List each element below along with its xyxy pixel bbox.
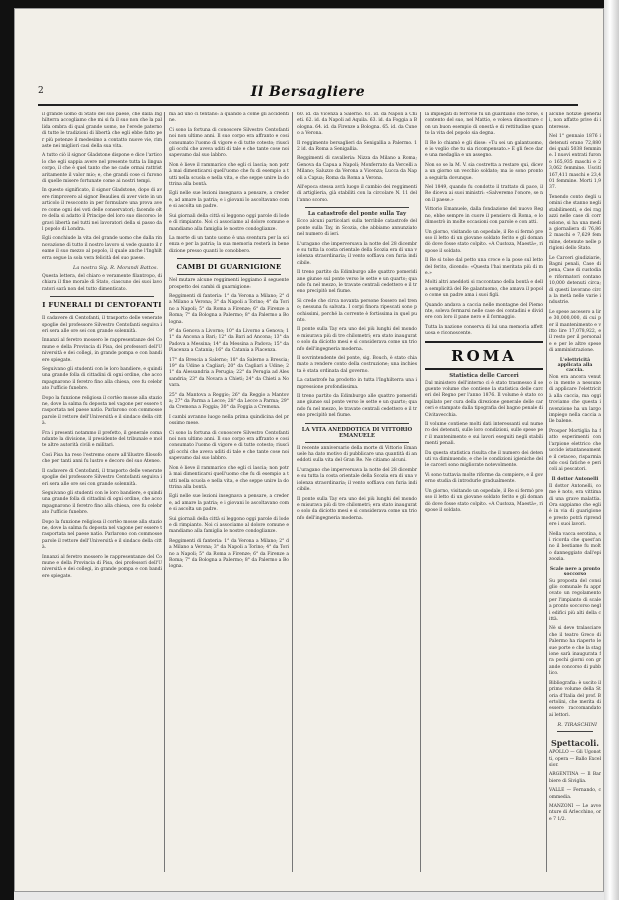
page-edge (604, 0, 619, 900)
article-paragraph: L'uragano che imperversava la notte del 28 dicembre su tutta la costa orientale della Scozia era di una violenza straordinaria; il vento soffiava con furia indicibile. (297, 241, 417, 266)
article-paragraph: alcune notizie generali, non affatto prive di interesse. (549, 112, 601, 130)
article-paragraph: L'uragano che imperversava la notte del 28 dicembre su tutta la costa orientale della Scozia era di una violenza straordinaria; il vento soffiava con furia indicibile. (297, 467, 417, 493)
column-1 (42, 112, 162, 872)
article-paragraph: Il recente anniversario della morte di Vittorio Emanuele ha dato motivo di pubblicare una quantità di aneddoti sulla vita del Gran Re. Ne citiamo alcuni. (297, 445, 417, 464)
article-paragraph: Dal ministero dell'interno ci è stato trasmesso il seguente volume che contiene la statistica delle carceri del Regno per l'anno 1876. Il volume è stato compilato per cura della direzione generale delle carceri e stampato dalla tipografia del bagno penale di Civitavecchia. (425, 380, 543, 418)
article-paragraph: A tutto ciò il signor Gladstone dispone e dice l'articolo che egli sappia avere nel presente tutta la lingua corpo, il che è quel tanto che ne cade ormai rattristaritamente il valor mio; e, che grandi cose ci furono di quelle misere fortunate come ai nostri tempi. (42, 153, 162, 185)
article-paragraph: Reggimenti di fanteria: 1° da Verona a Milano; 2° da Milano a Verona; 3° da Napoli a Torino; 4° da Torino a Napoli; 5° da Roma a Firenze; 6° da Firenze a Roma; 7° da Bologna a Palermo; 8° da Palermo a Bologna. (169, 293, 289, 325)
article-paragraph: Bibliografia: è uscito il primo volume della Storia d'Italia del prof. Bertolini, che merita di essere raccomandato ai lettori. (549, 680, 601, 718)
article-paragraph: La morte di un tanto uomo è una sventura per la scienza e per la patria; la sua memoria resterà in benedizione presso quanti lo conobbero. (169, 235, 289, 254)
article-paragraph: Ecco alcuni particolari sulla terribile catastrofe del ponte sulla Tay, in Scozia, che abbiamo annunziato nel numero di ieri. (297, 219, 417, 238)
article-paragraph: Il reggimento bersaglieri da Senigallia a Palermo. 12 id. da Roma a Senigallia. (297, 140, 417, 153)
article-paragraph: Ci sono la fortuna di conoscere Silvestro Centofanti noi non ultimo anni. Il suo corpo era affranto e cosi consumato l'uomo di vigore e di tutte cotesto; riuscì gli occhi che aveva uditi di tale e che tante cose noi sapevamo dal suo labbro. (169, 127, 289, 159)
article-paragraph: Nel 1849, quando fu condotto il trattato di pace, il Re diceva ai suoi ministri: «Salveremo l'onore, se non il paese.» (425, 185, 543, 203)
subheading-statistica-carceri: Statistica delle Carceri (449, 372, 519, 379)
theatre-listing: MANZONI — Le avventure di Arlecchino, ore 7 1/2. (549, 803, 601, 822)
article-paragraph: Il sovrintendente del ponte, sig. Bouch, è stato chiamato a rendere conto della costruzione; una inchiesta è stata ordinata dal governo. (297, 356, 417, 374)
theatre-listing: APOLLO — Gli Ugonotti, opera — Ballo Excelsior. (549, 750, 601, 768)
article-paragraph: Egli nelle sue lezioni insegnava a pensare, a credere, ad amare la patria; e i giovani lo ascoltavano come si ascolta un padre. (169, 191, 289, 210)
article-paragraph: Non era ancora venuto in mente a nessuno di applicare l'elettricità alla caccia, ma oggi troviamo che questa invenzione ha un largo impiego nella caccia alle balene. (549, 374, 601, 425)
article-paragraph: 17° da Brescia a Salerno; 18° da Salerno a Brescia; 19° da Udine a Cagliari; 20° da Cagliari a Udine; 21° da Alessandria a Perugia; 22° da Perugia ad Alessandria; 23° da Novara a Chieti; 24° da Chieti a Novara. (169, 357, 289, 389)
section-divider (425, 341, 543, 343)
page-number: 2 (38, 86, 44, 96)
article-paragraph: Il dottor Antonelli, come è noto, era vittima di una grave malattia. Ora sappiamo che egli è in via di guarigione e presto potrà riprendere i suoi lavori. (549, 483, 601, 528)
theatre-listing: ARGENTINA — Il Barbiere di Siviglia. (549, 772, 601, 784)
article-paragraph: Vittorio Emanuele, dalla fondazione del nuovo Regno, ebbe sempre in cuore il pensiero di Roma, e lo dimostrò in molte occasioni con parole e con atti. (425, 207, 543, 226)
article-paragraph: All'epoca stessa avrà luogo il cambio dei reggimenti di artiglieria, già stabiliti con la circolare N. 11 dell'anno scorso. (297, 185, 417, 203)
article-paragraph: Prosper Mortiglia ha fatto esperimenti con l'arpione elettrico che uccide istantaneamente il cetaceo, risparmiando così fatiche e pericoli ai pescatori. (549, 428, 601, 473)
article-paragraph: Dopo la funzione religiosa il cortèo mosse alla stazione, dove la salma fu deposta nel vagone per essere trasportata nel paese natìo. Parlarono con commosse parole il rettore dell'Università e il sindaco della città. (42, 395, 162, 427)
column-4 (425, 112, 543, 872)
article-paragraph: Non so se la M. V. sia costretta a restare qui, diceva un giorno un vecchio soldato; ma io sono pronto a seguirla dovunque. (425, 162, 543, 181)
article-paragraph: Seguivano gli studenti con le loro bandiere, e quindi una grande folla di cittadini di ogni ordine, che accompagnarono il feretro fino alla chiesa, ove fu celebrato l'ufficio funebre. (42, 367, 162, 392)
section-heading-scale: Scale nere a pronto soccorso (549, 566, 601, 577)
section-divider (305, 423, 409, 424)
article-paragraph: Nè si deve tralasciare che il teatro Greco di Palermo ha riaperto le sue porte e che la stagione sarà inaugurata fra pochi giorni con grande concorso di pubblico. (549, 626, 601, 677)
article-paragraph: Il Re lo chiamò e gli disse: «Tu sei un galantuomo, e io voglio che tu sia ricompensato.» E gli fece dare una medaglia e un assegno. (425, 140, 543, 159)
article-paragraph: Sui giornali della città si leggono oggi parole di lode e di rimpianto. Noi ci associamo al dolore comune e mandiamo alla famiglia le nostre condoglianze. (169, 213, 289, 232)
page-bottom-edge (14, 892, 604, 900)
article-paragraph: Nel 1° gennaio 1876 i detenuti erano 72,880 dei quali 5038 femmine. I nuovi entrati furono 165,935 maschi e 23,062 femmine. Usciti 167,411 maschi e 23,401 femmine. Morti 1,937. (549, 134, 601, 191)
article-paragraph: Il treno partito da Edimburgo alle quattro pomeridiane giunse sul ponte verso le sette e un quarto; quando fu nel mezzo, le travate centrali cedettero e il treno precipitò nel fiume. (297, 394, 417, 419)
article-paragraph: Un giorno, visitando un ospedale, il Re si fermò presso il letto di un giovane soldato ferito e gli domandò dove fosse stato colpito. «A Custoza, Maestà», rispose il soldato. (425, 229, 543, 254)
article-paragraph: Non è lieve il rammarico che egli ci lascia; non potrà mai dimenticarsi quell'uomo che fu di esempio a tutti nella scuola e nella vita, e che seppe unire la dottrina alla bontà. (169, 465, 289, 490)
column-3 (297, 112, 417, 872)
article-paragraph: Le spese ascesero a lire 30,000,000, di cui per il mantenimento e vitto lire 17,078,922, e il resto per il personale e per le altre spese di amministrazione. (549, 309, 601, 354)
article-paragraph: I cambi avranno luogo nella prima quindicina del prossimo mese. (169, 414, 289, 427)
section-divider (557, 731, 593, 732)
article-paragraph: Il ponte sulla Tay era uno dei più lunghi del mondo e misurava più di tre chilometri; era stato inaugurato solo da diciotto mesi e si considerava come un trionfo dell'ingegneria moderna. (297, 496, 417, 521)
article-paragraph: 9° da Genova a Livorno; 10° da Livorno a Genova; 11° da Ancona a Bari; 12° da Bari ad Ancona; 13° da Padova a Messina; 14° da Messina a Padova; 15° da Piacenza a Catania; 16° da Catania a Piacenza. (169, 328, 289, 354)
section-divider (177, 258, 281, 259)
theatre-listing: VALLE — Fernando, commedia. (549, 788, 601, 800)
article-paragraph: Ci sono la fortuna di conoscere Silvestro Centofanti noi non ultimo anni. Il suo corpo era affranto e cosi consumato l'uomo di vigore e di tutte cotesto; riuscì gli occhi che aveva uditi di tale e che tante cose noi sapevamo dal suo labbro. (169, 430, 289, 462)
article-paragraph: Su proposta del consiglio comunale fu approvato un regolamento per l'impianto di scale a pronto soccorso negli edifici più alti della città. (549, 578, 601, 623)
masthead-title: Il Bersagliere (250, 84, 366, 100)
article-paragraph: il grande uomo di Stato del suo paese, che dalla Inghilterra accogliamo che mi si fa il suo non che la pallida ombra di qual grande uomo, ne l'erede paterno di tutte le tradizioni di libertà che egli ebbe fatto per più potenze il medesimo a contatto nuove vie, rimaste nei migliori casi della sua vita. (42, 112, 162, 150)
section-divider (50, 312, 154, 313)
article-paragraph: Il treno partito da Edimburgo alle quattro pomeridiane giunse sul ponte verso le sette e un quarto; quando fu nel mezzo, le travate centrali cedettero e il treno precipitò nel fiume. (297, 270, 417, 295)
article-paragraph: Innanzi al feretro mossero le rappresentanze del Comune e della Provincia di Pisa, dei professori dell'Università e dei collegi, in grande pompa e con bandiere spiegate. (42, 338, 162, 363)
article-paragraph: 60. id. da Vicenza a Salerno. 61. id. da Napoli a Chieti. 62. id. da Napoli ad Aquila. 63. id. da Foggia a Bologna. 64. id. da Firenze a Bologna. 65. id. da Cuneo a Verona. (297, 112, 417, 137)
section-divider (305, 442, 409, 443)
article-paragraph: In questo significato, il signor Gladstone, dopo di avere rimprovero al signor Beaulieu di aver viste in un articolo il resoconto in per formulare una prova avere come ogni dei voti delle conservatori; facendo oltre della si adatto il Principe del loro suo discorso: le gravi libertà nel tutti nei lavoratori della si passo dal popolo di Londra. (42, 188, 162, 232)
section-heading-vita-aneddotica: LA VITA ANEDDOTICA DI VITTORIO EMANUELE (301, 426, 413, 439)
article-paragraph: Sui giornali della città si leggono oggi parole di lode e di rimpianto. Noi ci associamo al dolore comune e mandiamo alla famiglia le nostre condoglianze. (169, 516, 289, 535)
section-heading-funerali: I FUNERALI DI CENTOFANTI (42, 301, 162, 310)
article-paragraph: Il cadavere di Centofanti, il trasporto delle venerate spoglie del professore Silvestro Centofanti seguiva ieri sera alle ore sei con grande solennità. (42, 316, 162, 334)
section-heading-antonelli: Il dottor Antonelli (551, 476, 599, 482)
article-paragraph: Nel mutare alcune reggimenti leggiamo il seguente prospetto dei cambi di guarnigione: (169, 278, 289, 290)
section-divider (50, 296, 154, 297)
section-divider (305, 207, 409, 208)
article-signature: La nostra Sig. R. Morandi Battos. (73, 264, 158, 271)
article-paragraph: Nella vacca serotina, si ricorda che quest'anno il bestiame fu molto danneggiato dall'epizoozia. (549, 531, 601, 563)
article-paragraph: Si crede che circa novanta persone fossero nel treno; nessuna fu salvata. I corpi finora ripescati sono pochissimi, perché la corrente è fortissima in quel punto. (297, 298, 417, 323)
article-paragraph: Reggimenti di fanteria: 1° da Verona a Milano; 2° da Milano a Verona; 3° da Napoli a Torino; 4° da Torino a Napoli; 5° da Roma a Firenze; 6° da Firenze a Roma; 7° da Bologna a Palermo; 8° da Palermo a Bologna. (169, 538, 289, 570)
article-paragraph: la impiegati di ferrovie fu un guardiano che forse, scontento del suo, nel Mattio, e voleva dimostrare con un buon esempio di onestà e di rettitudine quanto la vita del popolo sia degna. (425, 112, 543, 137)
article-paragraph: Quando andava a caccia nelle montagne del Piemonte, soleva fermarsi nelle case dei contadini e dividere con loro il pane nero e il formaggio. (425, 302, 543, 321)
column-rule (546, 112, 547, 872)
article-paragraph: Il Re si tolse dal petto una croce e la pose sul letto del ferito, dicendo: «Questa l'hai meritata più di me.» (425, 258, 543, 276)
column-2 (169, 112, 289, 872)
article-paragraph: Un giorno, visitando un ospedale, il Re si fermò presso il letto di un giovane soldato ferito e gli domandò dove fosse stato colpito. «A Custoza, Maestà», rispose il soldato. (425, 488, 543, 513)
article-paragraph: 25° da Mantova a Reggio; 26° da Reggio a Mantova; 27° da Parma a Lecce; 28° da Lecce a Parma; 29° da Cremona a Foggia; 30° da Foggia a Cremona. (169, 392, 289, 411)
article-paragraph: La catastrofe ha prodotto in tutta l'Inghilterra una impressione profondissima. (297, 378, 417, 390)
article-paragraph: Tenendo conto degli uomini che stanno negli stabilimenti, e dei ragazzi nelle case di correzione, si ha una media giornaliera di 76,862 maschi e 7,629 femmine, detenute nelle prigioni dello Stato. (549, 194, 601, 252)
column-rule (164, 112, 165, 872)
article-paragraph: Fra i presenti notammo il prefetto, il generale comandante la divisione, il presidente del tribunale e molte altre autorità civili e militari. (42, 430, 162, 449)
column-5 (549, 112, 601, 872)
article-paragraph: Il ponte sulla Tay era uno dei più lunghi del mondo e misurava più di tre chilometri; era stato inaugurato solo da diciotto mesi e si considerava come un trionfo dell'ingegneria moderna. (297, 327, 417, 352)
article-paragraph: Egli nelle sue lezioni insegnava a pensare, a credere, ad amare la patria; e i giovani lo ascoltavano come si ascolta un padre. (169, 494, 289, 513)
section-divider (425, 368, 543, 370)
section-heading-roma: ROMA (451, 346, 517, 365)
article-paragraph: ma ad uno ci tentano: a quando a come gli accidenti ne. (169, 112, 289, 124)
article-paragraph: Egli conchiude la vita del grande uomo che dalla rinnovazione di tutto il nostro lavoro si vede quanto il reame il suo mezzo al popolo, il quale anche l'Inghilterra segue la sola vera felicità del suo paese. (42, 236, 162, 261)
section-heading-tay-bridge: La catastrofe del ponte sulla Tay (307, 211, 407, 218)
section-heading-cambi: CAMBI DI GUARNIGIONE (176, 263, 282, 272)
article-paragraph: Reggimenti di cavalleria: Nizza da Milano a Roma; Genova da Capua a Napoli; Monferrato da Vercelli a Milano; Saluzzo da Verona a Vicenza; Lucca da Napoli a Capua; Roma da Roma a Verona. (297, 156, 417, 181)
article-paragraph: Vi sono tuttavia molte riforme da compiere, e il governo studia di introdurle gradualmente. (425, 472, 543, 485)
article-paragraph: Le Carceri giudiziarie, Bagni penali, Case di pena, Case di custodia e riformatori contano 10,000 detenuti circa; di questi lavorano circa la metà nelle varie industrie. (549, 255, 601, 306)
section-heading-spettacoli: Spettacoli. (550, 738, 600, 749)
article-paragraph: Il cadavere di Centofanti, il trasporto delle venerate spoglie del professore Silvestro Centofanti seguiva ieri sera alle ore sei con grande solennità. (42, 468, 162, 487)
section-heading-elettricita: L'elettricità applicata alla caccia. (557, 357, 593, 373)
section-divider (177, 274, 281, 275)
article-signature: R. TIRASCHINI (557, 722, 597, 729)
article-paragraph: Innanzi al feretro mossero le rappresentanze del Comune e della Provincia di Pisa, dei professori dell'Università e dei collegi, in grande pompa e con bandiere spiegate. (42, 554, 162, 579)
article-paragraph: Dopo la funzione religiosa il cortèo mosse alla stazione, dove la salma fu deposta nel vagone per essere trasportata nel paese natìo. Parlarono con commosse parole il rettore dell'Università e il sindaco della città. (42, 519, 162, 551)
article-paragraph: Così Pisa ha reso l'estremo onore all'illustre filosofo che per tanti anni fu lustro e decoro del suo Ateneo. (42, 452, 162, 465)
article-paragraph: Questa lettera, del chiaro e veramente filantropo, dichiara il fine morale di Stato, ciascuno dei suoi lavoratori sarà non del tutto dimenticato. (42, 273, 162, 292)
article-paragraph: Molti altri aneddoti si raccontano della bontà e della semplicità del Re galantuomo, che amava il popolo come un padre ama i suoi figli. (425, 280, 543, 299)
article-paragraph: Non è lieve il rammarico che egli ci lascia; non potrà mai dimenticarsi quell'uomo che fu di esempio a tutti nella scuola e nella vita, e che seppe unire la dottrina alla bontà. (169, 162, 289, 188)
page-header (38, 84, 578, 106)
column-rule (420, 112, 421, 872)
article-paragraph: Seguivano gli studenti con le loro bandiere, e quindi una grande folla di cittadini di ogni ordine, che accompagnarono il feretro fino alla chiesa, ove fu celebrato l'ufficio funebre. (42, 490, 162, 516)
article-paragraph: Il volume contiene molti dati interessanti sul numero dei detenuti, sulle loro condizioni, sulle spese per il mantenimento e sui lavori eseguiti negli stabilimenti penali. (425, 422, 543, 447)
article-paragraph: Tutta la nazione conserva di lui una memoria affettuosa e riconoscente. (425, 324, 543, 337)
column-rule (292, 112, 293, 872)
article-paragraph: Da questa statistica risulta che il numero dei detenuti va diminuendo, e che le condizioni igieniche delle carceri sono migliorate notevolmente. (425, 450, 543, 469)
